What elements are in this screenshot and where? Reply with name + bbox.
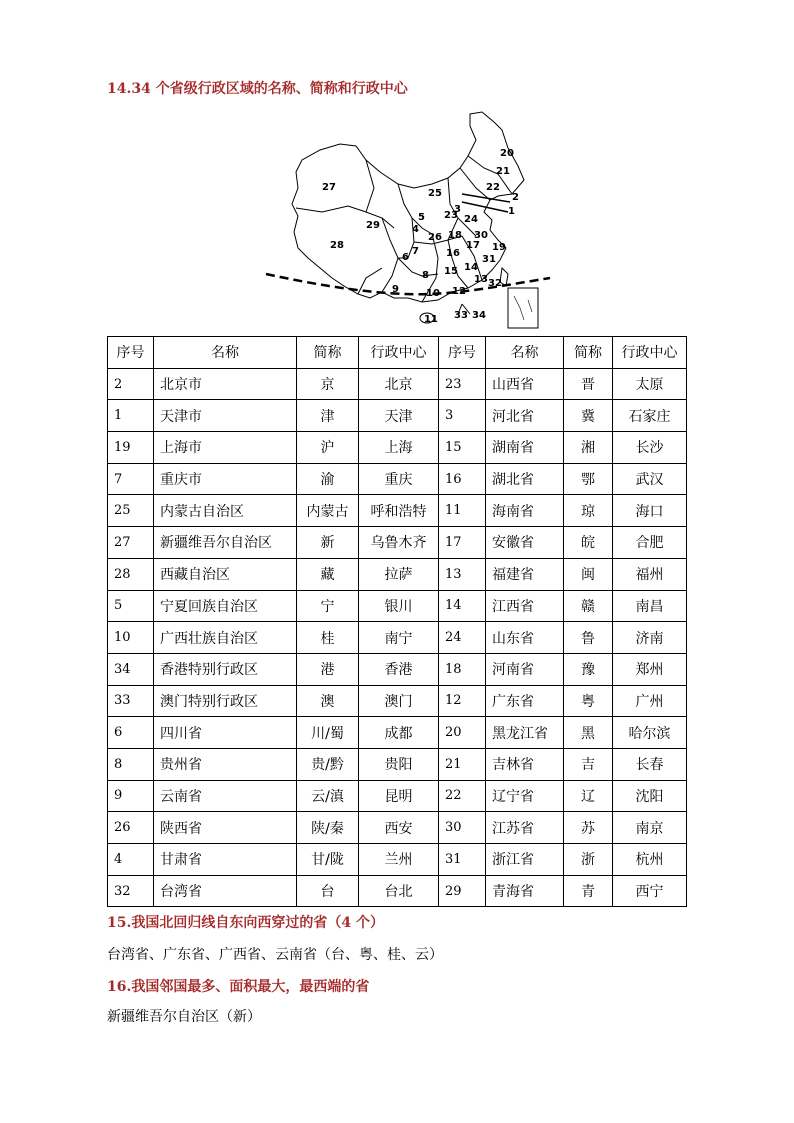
map-outline	[292, 112, 524, 302]
cell-abbr: 黑	[564, 717, 613, 749]
cell-index: 2	[108, 368, 154, 400]
table-row	[108, 653, 687, 685]
cell-abbr: 贵/黔	[297, 748, 359, 780]
cell-index: 27	[108, 527, 154, 559]
cell-abbr: 青	[564, 875, 613, 907]
cell-name: 海南省	[486, 495, 564, 527]
map-label: 10	[426, 288, 440, 299]
cell-abbr: 鄂	[564, 463, 613, 495]
cell-index: 12	[439, 685, 486, 717]
table-row	[108, 875, 687, 907]
cell-capital: 兰州	[359, 844, 439, 876]
cell-index: 25	[108, 495, 154, 527]
map-label: 32	[488, 278, 502, 289]
header-name: 名称	[486, 337, 564, 369]
cell-abbr: 沪	[297, 432, 359, 464]
cell-capital: 银川	[359, 590, 439, 622]
map-label: 16	[446, 248, 460, 259]
cell-name: 重庆市	[154, 463, 297, 495]
map-label: 26	[428, 232, 442, 243]
cell-abbr: 甘/陇	[297, 844, 359, 876]
cell-capital: 广州	[613, 685, 687, 717]
map-label: 5	[418, 212, 425, 223]
map-label: 25	[428, 188, 442, 199]
cell-name: 广西壮族自治区	[154, 622, 297, 654]
cell-abbr: 川/蜀	[297, 717, 359, 749]
cell-name: 福建省	[486, 558, 564, 590]
cell-capital: 杭州	[613, 844, 687, 876]
cell-index: 19	[108, 432, 154, 464]
cell-capital: 南京	[613, 812, 687, 844]
map-label: 21	[496, 166, 510, 177]
map-label: 1	[508, 206, 515, 217]
cell-abbr: 辽	[564, 780, 613, 812]
cell-capital: 昆明	[359, 780, 439, 812]
cell-index: 3	[439, 400, 486, 432]
cell-abbr: 闽	[564, 558, 613, 590]
cell-capital: 南昌	[613, 590, 687, 622]
map-label: 27	[322, 182, 336, 193]
cell-abbr: 宁	[297, 590, 359, 622]
cell-index: 26	[108, 812, 154, 844]
table-row	[108, 463, 687, 495]
map-label: 22	[486, 182, 500, 193]
cell-name: 北京市	[154, 368, 297, 400]
cell-name: 宁夏回族自治区	[154, 590, 297, 622]
cell-name: 广东省	[486, 685, 564, 717]
cell-index: 6	[108, 717, 154, 749]
cell-capital: 拉萨	[359, 558, 439, 590]
map-label: 18	[448, 230, 462, 241]
cell-capital: 贵阳	[359, 748, 439, 780]
cell-index: 13	[439, 558, 486, 590]
cell-abbr: 新	[297, 527, 359, 559]
cell-name: 云南省	[154, 780, 297, 812]
table-row	[108, 717, 687, 749]
cell-index: 31	[439, 844, 486, 876]
cell-capital: 海口	[613, 495, 687, 527]
cell-index: 18	[439, 653, 486, 685]
china-province-map	[262, 108, 552, 330]
cell-capital: 北京	[359, 368, 439, 400]
cell-abbr: 台	[297, 875, 359, 907]
cell-name: 贵州省	[154, 748, 297, 780]
cell-index: 4	[108, 844, 154, 876]
cell-index: 5	[108, 590, 154, 622]
cell-index: 7	[108, 463, 154, 495]
cell-name: 河南省	[486, 653, 564, 685]
cell-capital: 太原	[613, 368, 687, 400]
cell-abbr: 藏	[297, 558, 359, 590]
header-abbr: 简称	[297, 337, 359, 369]
cell-capital: 成都	[359, 717, 439, 749]
map-label: 19	[492, 242, 506, 253]
cell-name: 天津市	[154, 400, 297, 432]
map-label: 9	[392, 284, 399, 295]
cell-index: 32	[108, 875, 154, 907]
cell-index: 28	[108, 558, 154, 590]
cell-capital: 上海	[359, 432, 439, 464]
cell-capital: 澳门	[359, 685, 439, 717]
map-label: 17	[466, 240, 480, 251]
table-row	[108, 495, 687, 527]
cell-capital: 石家庄	[613, 400, 687, 432]
map-label: 33	[454, 310, 468, 321]
cell-name: 浙江省	[486, 844, 564, 876]
map-label: 4	[412, 224, 419, 235]
map-label: 28	[330, 240, 344, 251]
cell-index: 33	[108, 685, 154, 717]
cell-capital: 济南	[613, 622, 687, 654]
cell-name: 澳门特别行政区	[154, 685, 297, 717]
header-name: 名称	[154, 337, 297, 369]
cell-capital: 西宁	[613, 875, 687, 907]
map-label: 13	[474, 274, 488, 285]
cell-capital: 福州	[613, 558, 687, 590]
cell-capital: 南宁	[359, 622, 439, 654]
cell-abbr: 粤	[564, 685, 613, 717]
cell-name: 山西省	[486, 368, 564, 400]
cell-capital: 郑州	[613, 653, 687, 685]
map-label: 34	[472, 310, 486, 321]
header-capital: 行政中心	[613, 337, 687, 369]
cell-capital: 长沙	[613, 432, 687, 464]
map-label: 15	[444, 266, 458, 277]
cell-index: 29	[439, 875, 486, 907]
cell-name: 西藏自治区	[154, 558, 297, 590]
cell-abbr: 京	[297, 368, 359, 400]
cell-index: 17	[439, 527, 486, 559]
table-row	[108, 400, 687, 432]
cell-capital: 天津	[359, 400, 439, 432]
cell-name: 四川省	[154, 717, 297, 749]
cell-abbr: 渝	[297, 463, 359, 495]
cell-name: 吉林省	[486, 748, 564, 780]
map-label: 6	[402, 252, 409, 263]
cell-name: 山东省	[486, 622, 564, 654]
cell-name: 陕西省	[154, 812, 297, 844]
cell-capital: 长春	[613, 748, 687, 780]
table-header-row	[108, 337, 687, 369]
section-16-text: 新疆维吾尔自治区（新）	[107, 1009, 261, 1025]
section-16-heading: 16.我国邻国最多、面积最大，最西端的省	[107, 979, 370, 995]
cell-abbr: 陕/秦	[297, 812, 359, 844]
cell-abbr: 冀	[564, 400, 613, 432]
cell-capital: 武汉	[613, 463, 687, 495]
cell-index: 30	[439, 812, 486, 844]
table-row	[108, 685, 687, 717]
header-abbr: 简称	[564, 337, 613, 369]
cell-name: 江苏省	[486, 812, 564, 844]
cell-name: 新疆维吾尔自治区	[154, 527, 297, 559]
cell-capital: 沈阳	[613, 780, 687, 812]
cell-abbr: 晋	[564, 368, 613, 400]
cell-index: 1	[108, 400, 154, 432]
map-label: 30	[474, 230, 488, 241]
map-label: 31	[482, 254, 496, 265]
table-row	[108, 368, 687, 400]
header-index: 序号	[108, 337, 154, 369]
section-14-heading: 14.34 个省级行政区域的名称、简称和行政中心	[107, 81, 408, 97]
cell-name: 辽宁省	[486, 780, 564, 812]
cell-index: 24	[439, 622, 486, 654]
cell-abbr: 云/滇	[297, 780, 359, 812]
cell-index: 14	[439, 590, 486, 622]
cell-abbr: 澳	[297, 685, 359, 717]
table-row	[108, 432, 687, 464]
table-row	[108, 780, 687, 812]
map-label: 3	[454, 204, 461, 215]
cell-index: 16	[439, 463, 486, 495]
cell-name: 安徽省	[486, 527, 564, 559]
cell-name: 台湾省	[154, 875, 297, 907]
south-sea-inset	[508, 288, 538, 328]
cell-index: 9	[108, 780, 154, 812]
section-15-heading: 15.我国北回归线自东向西穿过的省（4 个）	[107, 915, 384, 931]
cell-index: 21	[439, 748, 486, 780]
cell-abbr: 皖	[564, 527, 613, 559]
cell-abbr: 港	[297, 653, 359, 685]
map-label: 20	[500, 148, 514, 159]
cell-index: 15	[439, 432, 486, 464]
table-row	[108, 812, 687, 844]
cell-index: 34	[108, 653, 154, 685]
cell-name: 青海省	[486, 875, 564, 907]
cell-capital: 哈尔滨	[613, 717, 687, 749]
map-label: 2	[512, 192, 519, 203]
header-capital: 行政中心	[359, 337, 439, 369]
cell-capital: 呼和浩特	[359, 495, 439, 527]
cell-abbr: 赣	[564, 590, 613, 622]
cell-index: 10	[108, 622, 154, 654]
cell-abbr: 吉	[564, 748, 613, 780]
cell-capital: 重庆	[359, 463, 439, 495]
cell-index: 23	[439, 368, 486, 400]
cell-name: 湖北省	[486, 463, 564, 495]
cell-name: 内蒙古自治区	[154, 495, 297, 527]
cell-name: 河北省	[486, 400, 564, 432]
map-label: 14	[464, 262, 478, 273]
cell-abbr: 豫	[564, 653, 613, 685]
cell-name: 黑龙江省	[486, 717, 564, 749]
map-label: 23	[444, 210, 458, 221]
cell-index: 8	[108, 748, 154, 780]
section-15-text: 台湾省、广东省、广西省、云南省（台、粤、桂、云）	[107, 947, 443, 963]
cell-abbr: 琼	[564, 495, 613, 527]
cell-name: 江西省	[486, 590, 564, 622]
header-index: 序号	[439, 337, 486, 369]
table-row	[108, 558, 687, 590]
cell-abbr: 内蒙古	[297, 495, 359, 527]
cell-abbr: 鲁	[564, 622, 613, 654]
cell-capital: 香港	[359, 653, 439, 685]
map-label: 8	[422, 270, 429, 281]
province-table	[107, 336, 687, 907]
table-row	[108, 844, 687, 876]
cell-abbr: 湘	[564, 432, 613, 464]
cell-index: 11	[439, 495, 486, 527]
cell-name: 上海市	[154, 432, 297, 464]
map-label: 29	[366, 220, 380, 231]
map-label: 7	[412, 246, 419, 257]
cell-abbr: 津	[297, 400, 359, 432]
table-row	[108, 527, 687, 559]
table-row	[108, 622, 687, 654]
map-label: 12	[452, 286, 466, 297]
cell-name: 湖南省	[486, 432, 564, 464]
table-row	[108, 590, 687, 622]
cell-index: 20	[439, 717, 486, 749]
cell-abbr: 苏	[564, 812, 613, 844]
map-label: 24	[464, 214, 478, 225]
cell-index: 22	[439, 780, 486, 812]
map-label: 11	[424, 314, 438, 325]
table-row	[108, 748, 687, 780]
cell-abbr: 桂	[297, 622, 359, 654]
cell-capital: 台北	[359, 875, 439, 907]
cell-abbr: 浙	[564, 844, 613, 876]
cell-capital: 西安	[359, 812, 439, 844]
cell-name: 甘肃省	[154, 844, 297, 876]
cell-name: 香港特别行政区	[154, 653, 297, 685]
cell-capital: 乌鲁木齐	[359, 527, 439, 559]
cell-capital: 合肥	[613, 527, 687, 559]
